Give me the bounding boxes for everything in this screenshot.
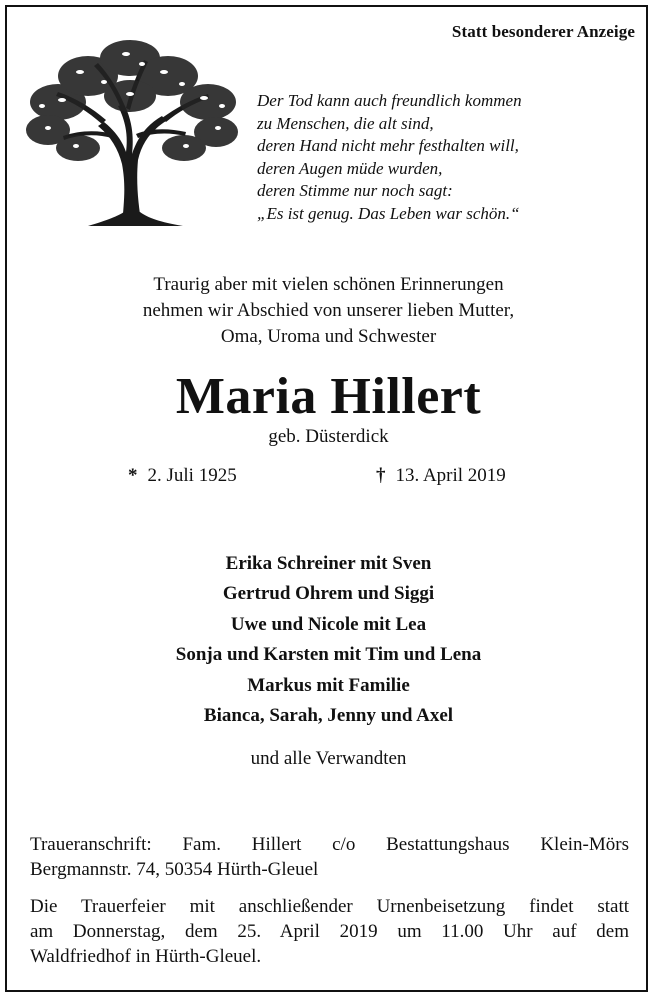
- poem-line: deren Stimme nur noch sagt:: [257, 181, 453, 201]
- mourner-line: Erika Schreiner mit Sven: [225, 553, 432, 574]
- birth-date: 2. Juli 1925: [147, 465, 237, 486]
- mourner-line: Markus mit Familie: [247, 674, 410, 696]
- poem-line: zu Menschen, die alt sind,: [257, 113, 434, 133]
- poem-line: „Es ist genug. Das Leben war schön.“: [257, 203, 520, 223]
- poem: [257, 90, 522, 226]
- notice-label: Statt besonderer Anzeige: [451, 22, 635, 41]
- intro-line: nehmen wir Abschied von unserer lieben Mutter,: [142, 300, 515, 321]
- poem-line: Der Tod kann auch freundlich kommen: [257, 91, 522, 110]
- death-date-line: [376, 465, 506, 487]
- service-line: am Donnerstag, dem 25. April 2019 um 11.00 Uhr auf dem: [30, 921, 629, 942]
- address-line: Bergmannstr. 74, 50354 Hürth-Gleuel: [30, 859, 319, 880]
- intro-line: Traurig aber mit vielen schönen Erinnerungen: [153, 274, 504, 295]
- mourner-line: Gertrud Ohrem und Siggi: [222, 583, 435, 605]
- intro-line: Oma, Uroma und Schwester: [220, 326, 437, 347]
- cross-icon: †: [376, 465, 386, 486]
- mourning-address: [30, 832, 629, 882]
- service-info: [30, 894, 629, 969]
- mourner-line: Uwe und Nicole mit Lea: [230, 613, 427, 635]
- mourner-line: Bianca, Sarah, Jenny und Axel: [203, 705, 454, 727]
- death-date: 13. April 2019: [395, 465, 506, 486]
- mourners-list: [0, 549, 657, 731]
- deceased-name: Maria Hillert: [175, 368, 482, 425]
- address-line: Traueranschrift: Fam. Hillert c/o Bestattungshaus Klein-Mörs: [30, 834, 629, 855]
- mourner-line: Sonja und Karsten mit Tim und Lena: [175, 644, 482, 666]
- relatives-line: und alle Verwandten: [250, 748, 407, 769]
- service-line: Die Trauerfeier mit anschließender Urnenbeisetzung findet statt: [30, 896, 629, 917]
- service-line: Waldfriedhof in Hürth-Gleuel.: [30, 946, 262, 967]
- birth-star-icon: *: [128, 465, 138, 486]
- tree-illustration: [18, 36, 243, 228]
- poem-line: deren Augen müde wurden,: [257, 158, 443, 178]
- maiden-name: geb. Düsterdick: [268, 426, 389, 447]
- poem-line: deren Hand nicht mehr festhalten will,: [257, 136, 519, 156]
- intro-text: [0, 272, 657, 350]
- birth-date-line: [128, 465, 237, 487]
